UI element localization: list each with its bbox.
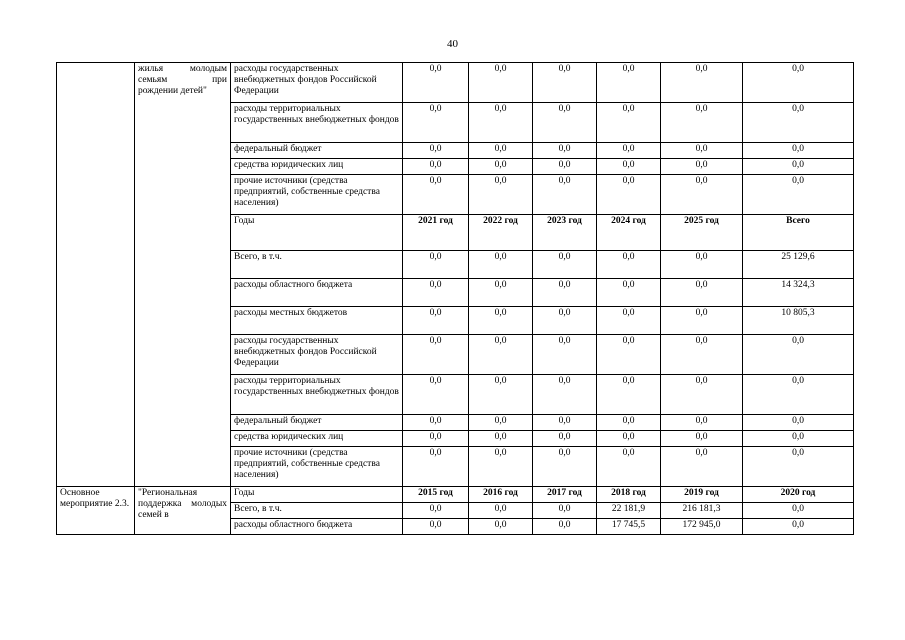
value-cell: 0,0 bbox=[661, 375, 743, 415]
value-cell: 0,0 bbox=[661, 251, 743, 279]
source-label: прочие источники (средства предприятий, собственные средства населения) bbox=[231, 447, 403, 487]
year-header: 2020 год bbox=[743, 487, 854, 503]
activity-name-cell: "Региональная поддержка молодых семей в bbox=[135, 487, 231, 535]
year-header: 2018 год bbox=[597, 487, 661, 503]
year-header: 2022 год bbox=[469, 215, 533, 251]
value-cell: 0,0 bbox=[469, 519, 533, 535]
program-name-cell bbox=[57, 63, 135, 487]
source-label: федеральный бюджет bbox=[231, 143, 403, 159]
year-header: 2024 год bbox=[597, 215, 661, 251]
value-cell: 0,0 bbox=[597, 103, 661, 143]
value-cell: 0,0 bbox=[597, 159, 661, 175]
value-cell: 0,0 bbox=[661, 415, 743, 431]
value-cell: 0,0 bbox=[469, 431, 533, 447]
value-cell: 0,0 bbox=[469, 503, 533, 519]
years-header-row bbox=[57, 487, 854, 503]
value-cell: 0,0 bbox=[403, 415, 469, 431]
source-label: прочие источники (средства предприятий, собственные средства населения) bbox=[231, 175, 403, 215]
value-cell: 0,0 bbox=[743, 503, 854, 519]
value-cell: 0,0 bbox=[533, 375, 597, 415]
value-cell: 0,0 bbox=[469, 251, 533, 279]
value-cell: 0,0 bbox=[403, 503, 469, 519]
source-label: расходы территориальных государственных внебюджетных фондов bbox=[231, 375, 403, 415]
value-cell: 0,0 bbox=[403, 63, 469, 103]
value-cell: 17 745,5 bbox=[597, 519, 661, 535]
value-cell: 172 945,0 bbox=[661, 519, 743, 535]
value-cell: 0,0 bbox=[743, 431, 854, 447]
year-header: 2021 год bbox=[403, 215, 469, 251]
value-cell: 0,0 bbox=[403, 375, 469, 415]
value-cell: 0,0 bbox=[661, 159, 743, 175]
value-cell: 0,0 bbox=[661, 335, 743, 375]
value-cell: 0,0 bbox=[743, 159, 854, 175]
value-cell: 0,0 bbox=[533, 251, 597, 279]
page-number: 40 bbox=[447, 38, 458, 50]
value-cell: 0,0 bbox=[533, 447, 597, 487]
value-cell: 0,0 bbox=[597, 447, 661, 487]
value-cell: 0,0 bbox=[469, 175, 533, 215]
year-header: Всего bbox=[743, 215, 854, 251]
value-cell: 0,0 bbox=[661, 307, 743, 335]
value-cell: 0,0 bbox=[597, 63, 661, 103]
value-cell: 0,0 bbox=[661, 143, 743, 159]
source-label: расходы областного бюджета bbox=[231, 519, 403, 535]
value-cell: 0,0 bbox=[743, 519, 854, 535]
value-cell: 0,0 bbox=[533, 519, 597, 535]
source-label: расходы местных бюджетов bbox=[231, 307, 403, 335]
year-header: 2015 год bbox=[403, 487, 469, 503]
value-cell: 0,0 bbox=[403, 103, 469, 143]
value-cell: 0,0 bbox=[597, 335, 661, 375]
source-label: расходы государственных внебюджетных фондов Российской Федерации bbox=[231, 335, 403, 375]
value-cell: 0,0 bbox=[533, 415, 597, 431]
value-cell: 0,0 bbox=[597, 279, 661, 307]
year-header: 2017 год bbox=[533, 487, 597, 503]
years-label: Годы bbox=[231, 215, 403, 251]
value-cell: 0,0 bbox=[597, 143, 661, 159]
value-cell: 0,0 bbox=[743, 175, 854, 215]
value-cell: 0,0 bbox=[403, 175, 469, 215]
source-label: средства юридических лиц bbox=[231, 431, 403, 447]
value-cell: 0,0 bbox=[533, 335, 597, 375]
year-header: 2016 год bbox=[469, 487, 533, 503]
years-label: Годы bbox=[231, 487, 403, 503]
value-cell: 0,0 bbox=[403, 279, 469, 307]
value-cell: 0,0 bbox=[661, 279, 743, 307]
value-cell: 0,0 bbox=[533, 307, 597, 335]
value-cell: 0,0 bbox=[403, 447, 469, 487]
value-cell: 0,0 bbox=[661, 175, 743, 215]
value-cell: 0,0 bbox=[403, 143, 469, 159]
value-cell: 0,0 bbox=[743, 447, 854, 487]
source-label: расходы областного бюджета bbox=[231, 279, 403, 307]
value-cell: 0,0 bbox=[597, 175, 661, 215]
value-cell: 0,0 bbox=[469, 415, 533, 431]
value-cell: 0,0 bbox=[661, 103, 743, 143]
value-cell: 22 181,9 bbox=[597, 503, 661, 519]
value-cell: 0,0 bbox=[533, 503, 597, 519]
value-cell: 0,0 bbox=[533, 175, 597, 215]
source-label: Всего, в т.ч. bbox=[231, 503, 403, 519]
value-cell: 0,0 bbox=[469, 335, 533, 375]
value-cell: 0,0 bbox=[533, 143, 597, 159]
value-cell: 0,0 bbox=[469, 103, 533, 143]
source-label: расходы территориальных государственных внебюджетных фондов bbox=[231, 103, 403, 143]
value-cell: 10 805,3 bbox=[743, 307, 854, 335]
value-cell: 0,0 bbox=[469, 307, 533, 335]
year-header: 2019 год bbox=[661, 487, 743, 503]
year-header: 2023 год bbox=[533, 215, 597, 251]
budget-table bbox=[56, 62, 854, 535]
value-cell: 0,0 bbox=[469, 375, 533, 415]
value-cell: 0,0 bbox=[469, 159, 533, 175]
value-cell: 0,0 bbox=[403, 307, 469, 335]
value-cell: 0,0 bbox=[533, 159, 597, 175]
value-cell: 0,0 bbox=[403, 335, 469, 375]
value-cell: 0,0 bbox=[743, 375, 854, 415]
value-cell: 216 181,3 bbox=[661, 503, 743, 519]
value-cell: 0,0 bbox=[661, 447, 743, 487]
value-cell: 0,0 bbox=[469, 143, 533, 159]
value-cell: 0,0 bbox=[403, 159, 469, 175]
table-row bbox=[57, 63, 854, 103]
source-label: расходы государственных внебюджетных фондов Российской Федерации bbox=[231, 63, 403, 103]
value-cell: 0,0 bbox=[743, 335, 854, 375]
value-cell: 0,0 bbox=[661, 63, 743, 103]
value-cell: 0,0 bbox=[403, 519, 469, 535]
value-cell: 0,0 bbox=[743, 415, 854, 431]
year-header: 2025 год bbox=[661, 215, 743, 251]
value-cell: 0,0 bbox=[661, 431, 743, 447]
value-cell: 0,0 bbox=[533, 103, 597, 143]
value-cell: 0,0 bbox=[403, 431, 469, 447]
value-cell: 0,0 bbox=[533, 63, 597, 103]
value-cell: 0,0 bbox=[597, 375, 661, 415]
value-cell: 0,0 bbox=[597, 251, 661, 279]
value-cell: 0,0 bbox=[597, 307, 661, 335]
value-cell: 14 324,3 bbox=[743, 279, 854, 307]
activity-number-cell: Основное мероприятие 2.3. bbox=[57, 487, 135, 535]
value-cell: 0,0 bbox=[597, 431, 661, 447]
event-name-cell: жилья молодым семьям при рождении детей" bbox=[135, 63, 231, 487]
value-cell: 25 129,6 bbox=[743, 251, 854, 279]
source-label: средства юридических лиц bbox=[231, 159, 403, 175]
value-cell: 0,0 bbox=[743, 63, 854, 103]
value-cell: 0,0 bbox=[743, 143, 854, 159]
value-cell: 0,0 bbox=[469, 447, 533, 487]
source-label: федеральный бюджет bbox=[231, 415, 403, 431]
value-cell: 0,0 bbox=[533, 431, 597, 447]
value-cell: 0,0 bbox=[469, 63, 533, 103]
value-cell: 0,0 bbox=[403, 251, 469, 279]
source-label: Всего, в т.ч. bbox=[231, 251, 403, 279]
value-cell: 0,0 bbox=[533, 279, 597, 307]
value-cell: 0,0 bbox=[743, 103, 854, 143]
value-cell: 0,0 bbox=[597, 415, 661, 431]
value-cell: 0,0 bbox=[469, 279, 533, 307]
